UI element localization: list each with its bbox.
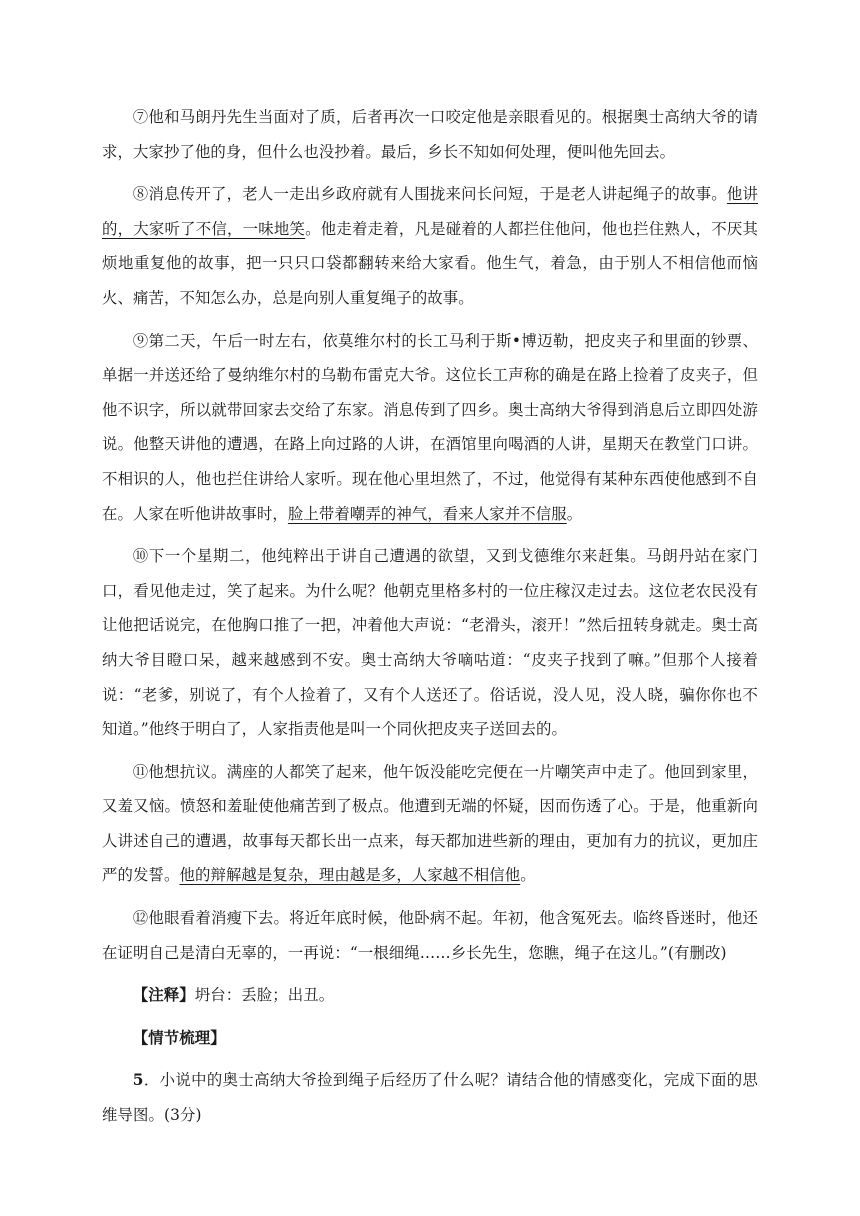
paragraph-11-underlined: 他的辩解越是复杂，理由越是多，人家越不相信他 [179, 866, 521, 885]
paragraph-11-text-a: ⑪他想抗议。满座的人都笑了起来，他午饭没能吃完便在一片嘲笑声中走了。他回到家里，又羞又恼。愤怒和羞耻使他痛苦到了极点。他遭到无端的怀疑，因而伤透了心。于是，他重新向人讲述自己的遭遇，故事每天都长出一点来，每天都加进些新的理由，更加有力的抗议，更加庄严的发誓。 [102, 762, 758, 885]
paragraph-8-text-b: 。他走着走着，凡是碰着的人都拦住他问，他也拦住熟人，不厌其烦地重复他的故事，把一只只口袋都翻转来给大家看。他生气，着急，由于别人不相信他而恼火、痛苦，不知怎么办，总是向别人重复绳子的故事。 [102, 219, 758, 307]
question-number: 5 [132, 1071, 144, 1090]
paragraph-8-underlined: 他讲的，大家听了不信，一味地笑 [102, 185, 758, 238]
paragraph-11-text-b: 。 [520, 866, 536, 885]
paragraph-10: ⑩下一个星期二，他纯粹出于讲自己遭遇的欲望，又到戈德维尔来赶集。马朗丹站在家门口，看见他走过，笑了起来。为什么呢？他朝克里格多村的一位庄稼汉走过去。这位老农民没有让他把话说完，在他胸口推了一把，冲着他大声说：“老滑头，滚开！”然后扭转身就走。奥士高纳大爷目瞪口呆，越来越感到不安。奥士高纳大爷嘀咕道：“皮夹子找到了嘛。”但那个人接着说：“老爹，别说了，有个人捡着了，又有个人送还了。俗话说，没人见，没人晓，骗你你也不知道。”他终于明白了，人家指责他是叫一个同伙把皮夹子送回去的。 [102, 547, 758, 739]
annotation-label: 【注释】 [132, 986, 195, 1005]
paragraph-9-underlined: 脸上带着嘲弄的神气，看来人家并不信服 [287, 504, 567, 523]
paragraph-9 [102, 324, 758, 532]
document-page [102, 100, 758, 1133]
annotation-text: 坍台：丢脸；出丑。 [194, 986, 335, 1005]
question-5 [102, 1063, 758, 1132]
section-heading: 【情节梳理】 [132, 1028, 226, 1047]
paragraph-11 [102, 755, 758, 893]
annotation [102, 978, 758, 1013]
paragraph-8-text-a: ⑧消息传开了，老人一走出乡政府就有人围拢来问长问短，于是老人讲起绳子的故事。 [132, 185, 727, 204]
paragraph-8 [102, 177, 758, 315]
question-text: ．小说中的奥士高纳大爷捡到绳子后经历了什么呢？请结合他的情感变化，完成下面的思维导图。(3分) [102, 1071, 758, 1125]
paragraph-12: ⑫他眼看着消瘦下去。将近年底时候，他卧病不起。年初，他含冤死去。临终昏迷时，他还在证明自己是清白无辜的，一再说：“一根细绳……乡长先生，您瞧，绳子在这儿。”(有删改) [102, 909, 758, 962]
paragraph-9-text-a: ⑨第二天，午后一时左右，依莫维尔村的长工马利于斯•博迈勒，把皮夹子和里面的钞票、单据一并送还给了曼纳维尔村的乌勒布雷克大爷。这位长工声称的确是在路上捡着了皮夹子，但他不识字，所以就带回家去交给了东家。消息传到了四乡。奥士高纳大爷得到消息后立即四处游说。他整天讲他的遭遇，在路上向过路的人讲，在酒馆里向喝酒的人讲，星期天在教堂门口讲。不相识的人，他也拦住讲给人家听。现在他心里坦然了，不过，他觉得有某种东西使他感到不自在。人家在听他讲故事时， [102, 331, 758, 523]
paragraph-9-text-b: 。 [566, 504, 583, 523]
paragraph-7: ⑦他和马朗丹先生当面对了质，后者再次一口咬定他是亲眼看见的。根据奥士高纳大爷的请求，大家抄了他的身，但什么也没抄着。最后，乡长不知如何处理，便叫他先回去。 [102, 108, 758, 161]
